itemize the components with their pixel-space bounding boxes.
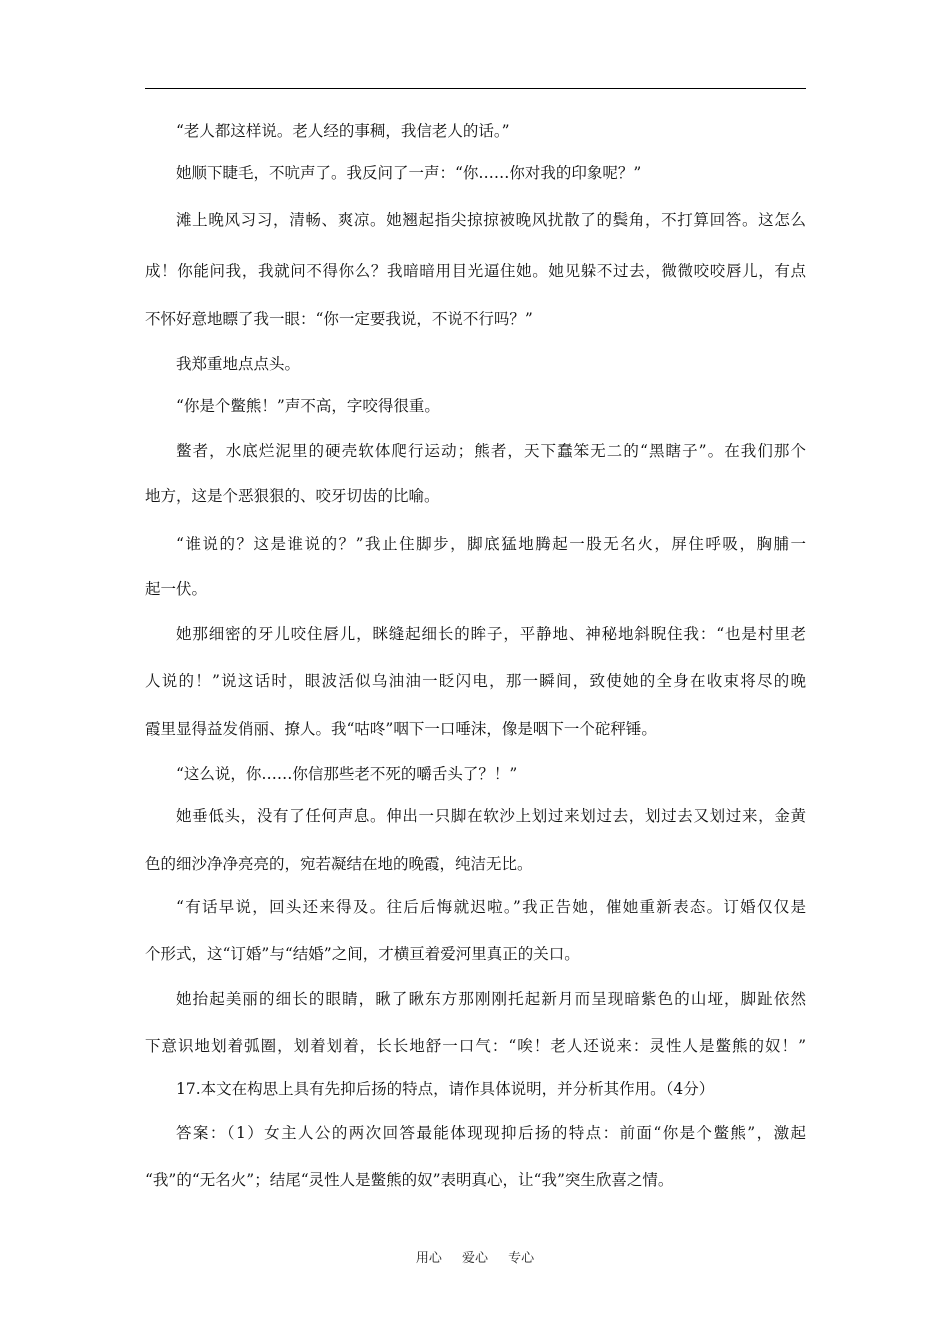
text-line: 滩上晚风习习，清畅、爽凉。她翘起指尖掠掠被晚风扰散了的鬓角，不打算回答。这怎么: [176, 211, 806, 229]
text-line: 成！你能问我，我就问不得你么？我暗暗用目光逼住她。她见躲不过去，微微咬咬唇儿，有点: [145, 262, 806, 280]
text-line: 她那细密的牙儿咬住唇儿，眯缝起细长的眸子，平静地、神秘地斜睨住我：“也是村里老: [176, 625, 806, 643]
text-line: 17.本文在构思上具有先抑后扬的特点，请作具体说明，并分析其作用。（4分）: [176, 1080, 715, 1098]
text-line: 人说的！”说这话时，眼波活似乌油油一眨闪电，那一瞬间，致使她的全身在收束将尽的晚: [145, 672, 806, 690]
header-rule: [145, 88, 806, 89]
text-line: “老人都这样说。老人经的事稠，我信老人的话。”: [176, 122, 510, 140]
text-line: “谁说的？这是谁说的？”我止住脚步，脚底猛地腾起一股无名火，屏住呼吸，胸脯一: [176, 535, 806, 553]
text-line: 霞里显得益发俏丽、撩人。我“咕咚”咽下一口唾沫，像是咽下一个砣秤锤。: [145, 720, 657, 738]
text-line: “你是个鳖熊！”声不高，字咬得很重。: [176, 397, 440, 415]
text-line: 起一伏。: [145, 580, 208, 598]
footer-item: 用心: [415, 1251, 442, 1266]
text-line: 她抬起美丽的细长的眼睛，瞅了瞅东方那刚刚托起新月而呈现暗紫色的山垭，脚趾依然: [176, 990, 806, 1008]
text-line: 不怀好意地瞟了我一眼：“你一定要我说，不说不行吗？”: [145, 310, 533, 328]
text-line: “我”的“无名火”；结尾“灵性人是鳖熊的奴”表明真心，让“我”突生欣喜之情。: [145, 1171, 674, 1189]
text-line: 鳖者，水底烂泥里的硬壳软体爬行运动；熊者，天下蠢笨无二的“黑瞎子”。在我们那个: [176, 442, 806, 460]
page-footer: [0, 1250, 950, 1268]
footer-item: 专心: [508, 1251, 535, 1266]
text-line: 她垂低头，没有了任何声息。伸出一只脚在软沙上划过来划过去，划过去又划过来，金黄: [176, 807, 806, 825]
text-line: 她顺下睫毛，不吭声了。我反问了一声：“你……你对我的印象呢？”: [176, 164, 642, 182]
text-line: 地方，这是个恶狠狠的、咬牙切齿的比喻。: [145, 487, 440, 505]
text-line: 答案：（1）女主人公的两次回答最能体现现抑后扬的特点：前面“你是个鳖熊”，激起: [176, 1124, 806, 1142]
text-line: 下意识地划着弧圈，划着划着，长长地舒一口气：“唉！老人还说来：灵性人是鳖熊的奴！”: [145, 1037, 806, 1055]
text-line: “有话早说，回头还来得及。往后后悔就迟啦。”我正告她，催她重新表态。订婚仅仅是: [176, 898, 806, 916]
text-line: 色的细沙净净亮亮的，宛若凝结在地的晚霞，纯洁无比。: [145, 855, 533, 873]
text-line: “这么说，你……你信那些老不死的嚼舌头了？！”: [176, 765, 518, 783]
footer-item: 爱心: [461, 1251, 488, 1266]
text-line: 我郑重地点点头。: [176, 355, 301, 373]
text-line: 个形式，这“订婚”与“结婚”之间，才横亘着爱河里真正的关口。: [145, 945, 580, 963]
